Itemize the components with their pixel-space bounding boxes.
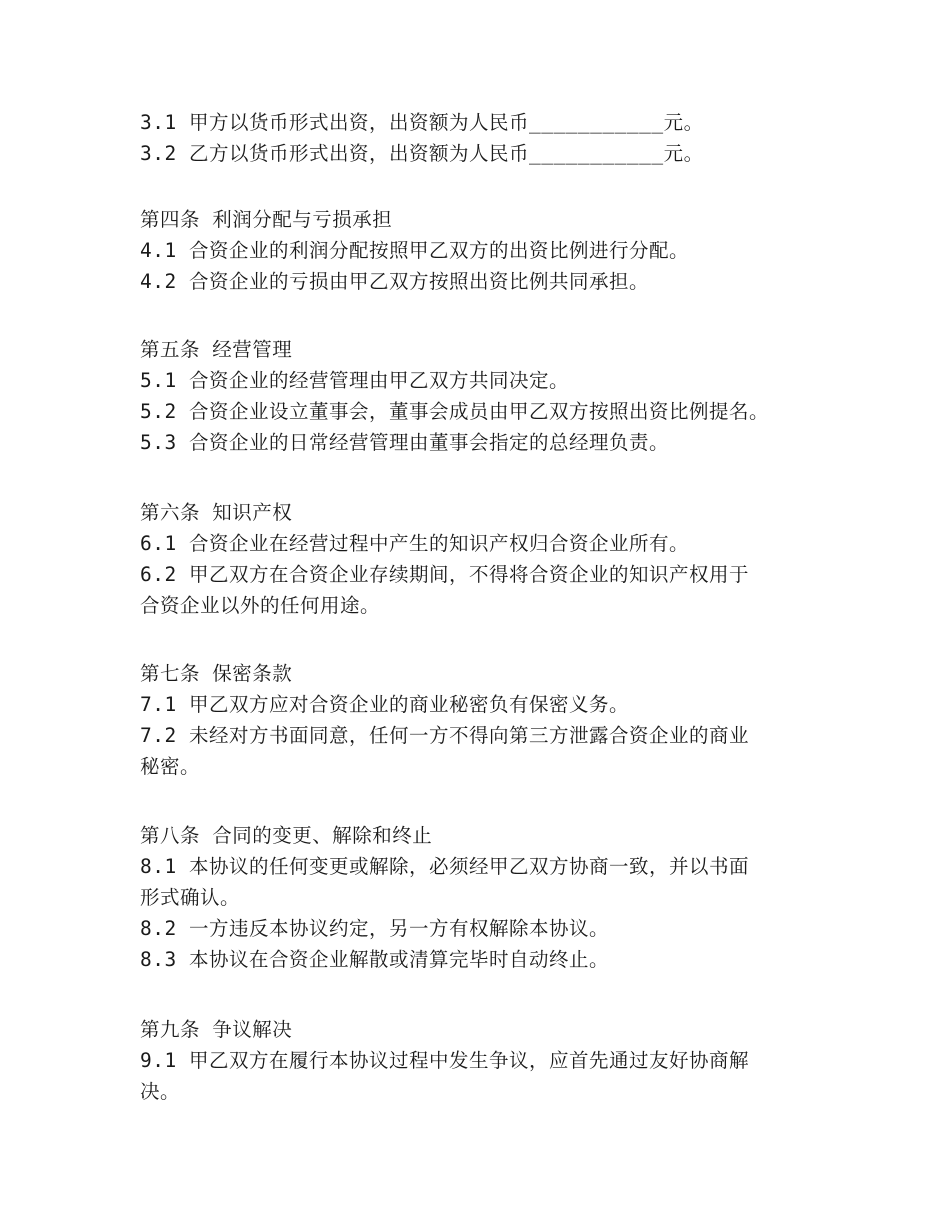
article-4-block: [140, 204, 840, 297]
clause-5-2: 5.2 合资企业设立董事会，董事会成员由甲乙双方按照出资比例提名。: [140, 400, 769, 423]
article-5-block: [140, 334, 840, 458]
clause-6-1: 6.1 合资企业在经营过程中产生的知识产权归合资企业所有。: [140, 532, 689, 555]
clause-7-2-continued: 秘密。: [140, 755, 201, 778]
clause-8-2: 8.2 一方违反本协议约定，另一方有权解除本协议。: [140, 917, 609, 940]
article-9-heading: 第九条 争议解决: [140, 1018, 293, 1041]
clause-7-1: 7.1 甲乙双方应对合资企业的商业秘密负有保密义务。: [140, 693, 629, 716]
clause-4-1: 4.1 合资企业的利润分配按照甲乙双方的出资比例进行分配。: [140, 239, 689, 262]
clause-6-2: 6.2 甲乙双方在合资企业存续期间，不得将合资企业的知识产权用于: [140, 563, 749, 586]
clause-4-2: 4.2 合资企业的亏损由甲乙双方按照出资比例共同承担。: [140, 270, 649, 293]
article-6-heading: 第六条 知识产权: [140, 501, 293, 524]
clause-8-1-continued: 形式确认。: [140, 886, 241, 909]
article-9-block: [140, 1014, 840, 1107]
clause-6-2-continued: 合资企业以外的任何用途。: [140, 594, 381, 617]
clause-8-1: 8.1 本协议的任何变更或解除，必须经甲乙双方协商一致，并以书面: [140, 855, 749, 878]
article-8-heading: 第八条 合同的变更、解除和终止: [140, 824, 433, 847]
article-8-block: [140, 820, 840, 975]
article-5-heading: 第五条 经营管理: [140, 338, 293, 361]
clause-8-3: 8.3 本协议在合资企业解散或清算完毕时自动终止。: [140, 948, 609, 971]
clause-3-2: 3.2 乙方以货币形式出资，出资额为人民币___________元。: [140, 142, 704, 165]
article-4-heading: 第四条 利润分配与亏损承担: [140, 208, 393, 231]
clause-9-1-continued: 决。: [140, 1080, 181, 1103]
clause-5-3: 5.3 合资企业的日常经营管理由董事会指定的总经理负责。: [140, 431, 669, 454]
article-7-block: [140, 658, 840, 782]
clause-7-2: 7.2 未经对方书面同意，任何一方不得向第三方泄露合资企业的商业: [140, 724, 749, 747]
clause-9-1: 9.1 甲乙双方在履行本协议过程中发生争议，应首先通过友好协商解: [140, 1049, 749, 1072]
capital-contribution-block: [140, 107, 840, 169]
article-6-block: [140, 497, 840, 621]
clause-5-1: 5.1 合资企业的经营管理由甲乙双方共同决定。: [140, 369, 569, 392]
clause-3-1: 3.1 甲方以货币形式出资，出资额为人民币___________元。: [140, 111, 704, 134]
article-7-heading: 第七条 保密条款: [140, 662, 293, 685]
